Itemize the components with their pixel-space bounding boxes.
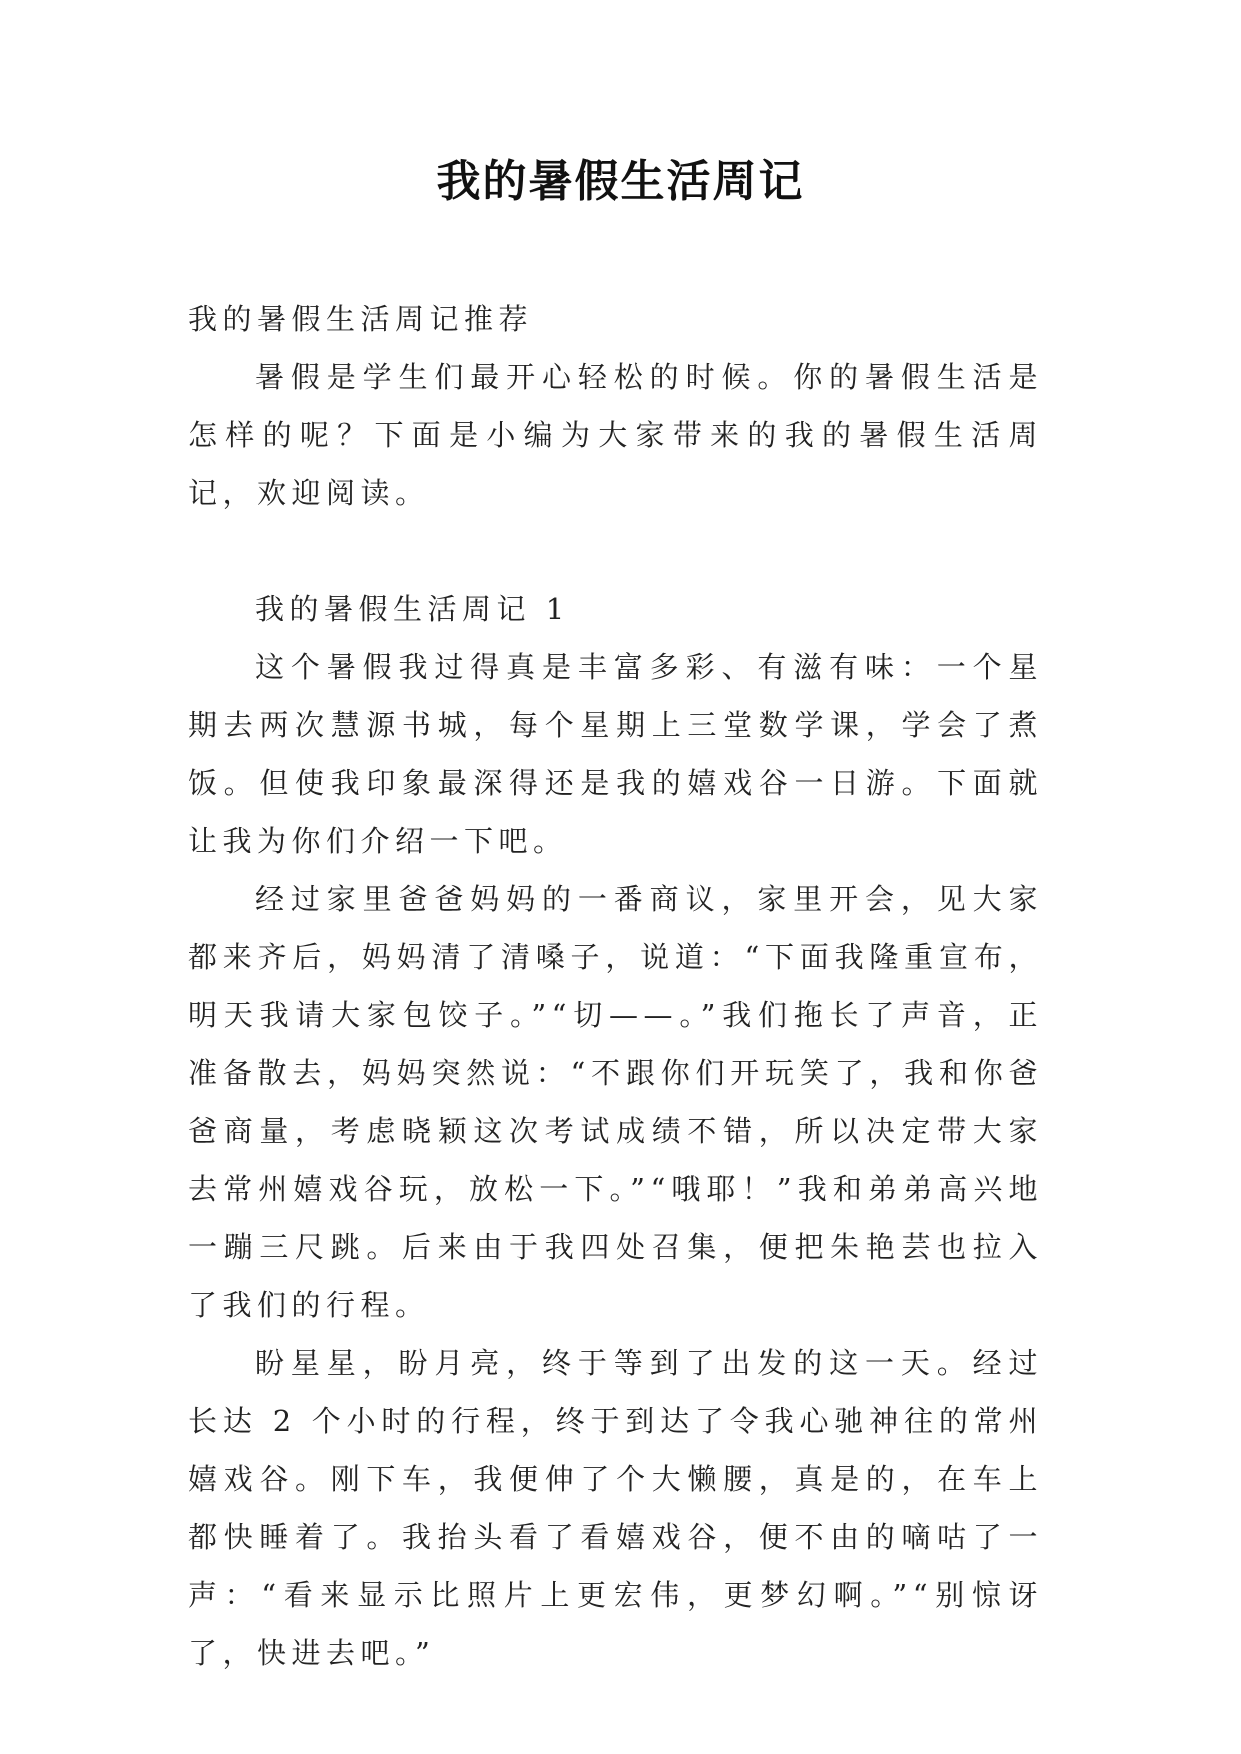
paragraph-spacer (188, 522, 1043, 580)
intro-paragraph: 暑假是学生们最开心轻松的时候。你的暑假生活是怎样的呢？下面是小编为大家带来的我的暑假生活周记，欢迎阅读。 (188, 360, 1043, 510)
body-paragraph: 这个暑假我过得真是丰富多彩、有滋有味：一个星期去两次慧源书城，每个星期上三堂数学课，学会了煮饭。但使我印象最深得还是我的嬉戏谷一日游。下面就让我为你们介绍一下吧。 (188, 650, 1043, 858)
document-title: 我的暑假生活周记 (436, 156, 805, 207)
document-body (188, 290, 1043, 1682)
section-heading: 我的暑假生活周记 1 (255, 592, 570, 626)
body-paragraph: 盼星星，盼月亮，终于等到了出发的这一天。经过长达 2 个小时的行程，终于到达了令我心驰神往的常州嬉戏谷。刚下车，我便伸了个大懒腰，真是的，在车上都快睡着了。我抬头看了看嬉戏谷，便不由的嘀咕了一声：“看来显示比照片上更宏伟，更梦幻啊。”“别惊讶了，快进去吧。” (188, 1346, 1043, 1670)
body-paragraph: 经过家里爸爸妈妈的一番商议，家里开会，见大家都来齐后，妈妈清了清嗓子，说道：“下面我隆重宣布，明天我请大家包饺子。”“切——。”我们拖长了声音，正准备散去，妈妈突然说：“不跟你们开玩笑了，我和你爸爸商量，考虑晓颖这次考试成绩不错，所以决定带大家去常州嬉戏谷玩，放松一下。”“哦耶！”我和弟弟高兴地一蹦三尺跳。后来由于我四处召集，便把朱艳芸也拉入了我们的行程。 (188, 882, 1043, 1322)
document-subtitle: 我的暑假生活周记推荐 (188, 302, 534, 336)
